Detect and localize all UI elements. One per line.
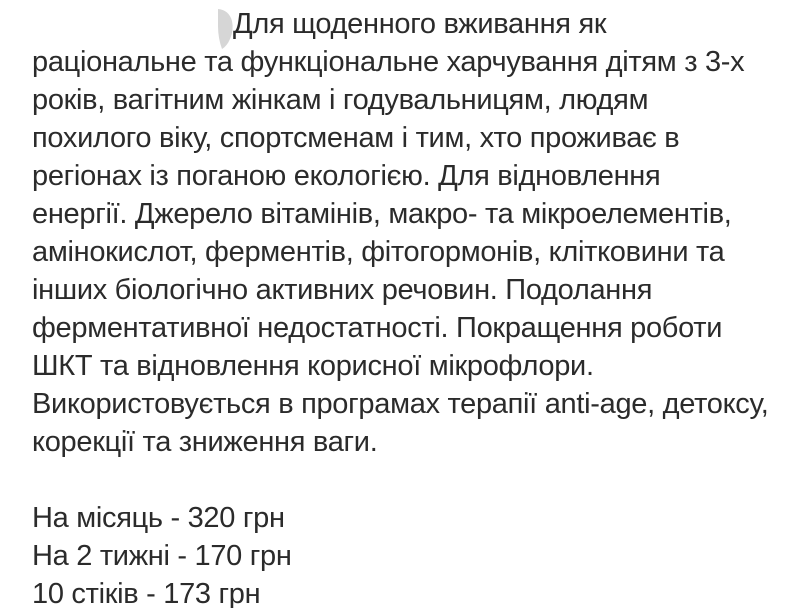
description-line	[32, 5, 777, 43]
description-line: інших біологічно активних речовин. Подолання	[32, 274, 653, 306]
description-line: корекції та зниження ваги.	[32, 426, 378, 458]
description-line: ШКТ та відновлення корисної мікрофлори.	[32, 350, 594, 382]
price-list	[32, 499, 292, 608]
description-line: енергії. Джерело вітамінів, макро- та мікроелементів,	[32, 198, 732, 230]
price-line: 10 стіків - 173 грн	[32, 578, 261, 608]
description-line: Використовується в програмах терапії anti-age, детоксу,	[32, 388, 769, 420]
price-line: На місяць - 320 грн	[32, 502, 285, 534]
description-line: амінокислот, ферментів, фітогормонів, клітковини та	[32, 236, 725, 268]
teardrop-shape-icon	[217, 8, 234, 49]
description-line: раціональне та функціональне харчування дітям з 3-х	[32, 46, 745, 78]
description-line-text: Для щоденного вживання як	[233, 8, 607, 40]
description-line: ферментативної недостатності. Покращення роботи	[32, 312, 723, 344]
description-line: регіонах із поганою екологією. Для відновлення	[32, 160, 661, 192]
description-line: похилого віку, спортсменам і тим, хто проживає в	[32, 122, 680, 154]
description-line: років, вагітним жінкам і годувальницям, людям	[32, 84, 649, 116]
product-description	[32, 5, 777, 461]
price-line: На 2 тижні - 170 грн	[32, 540, 292, 572]
